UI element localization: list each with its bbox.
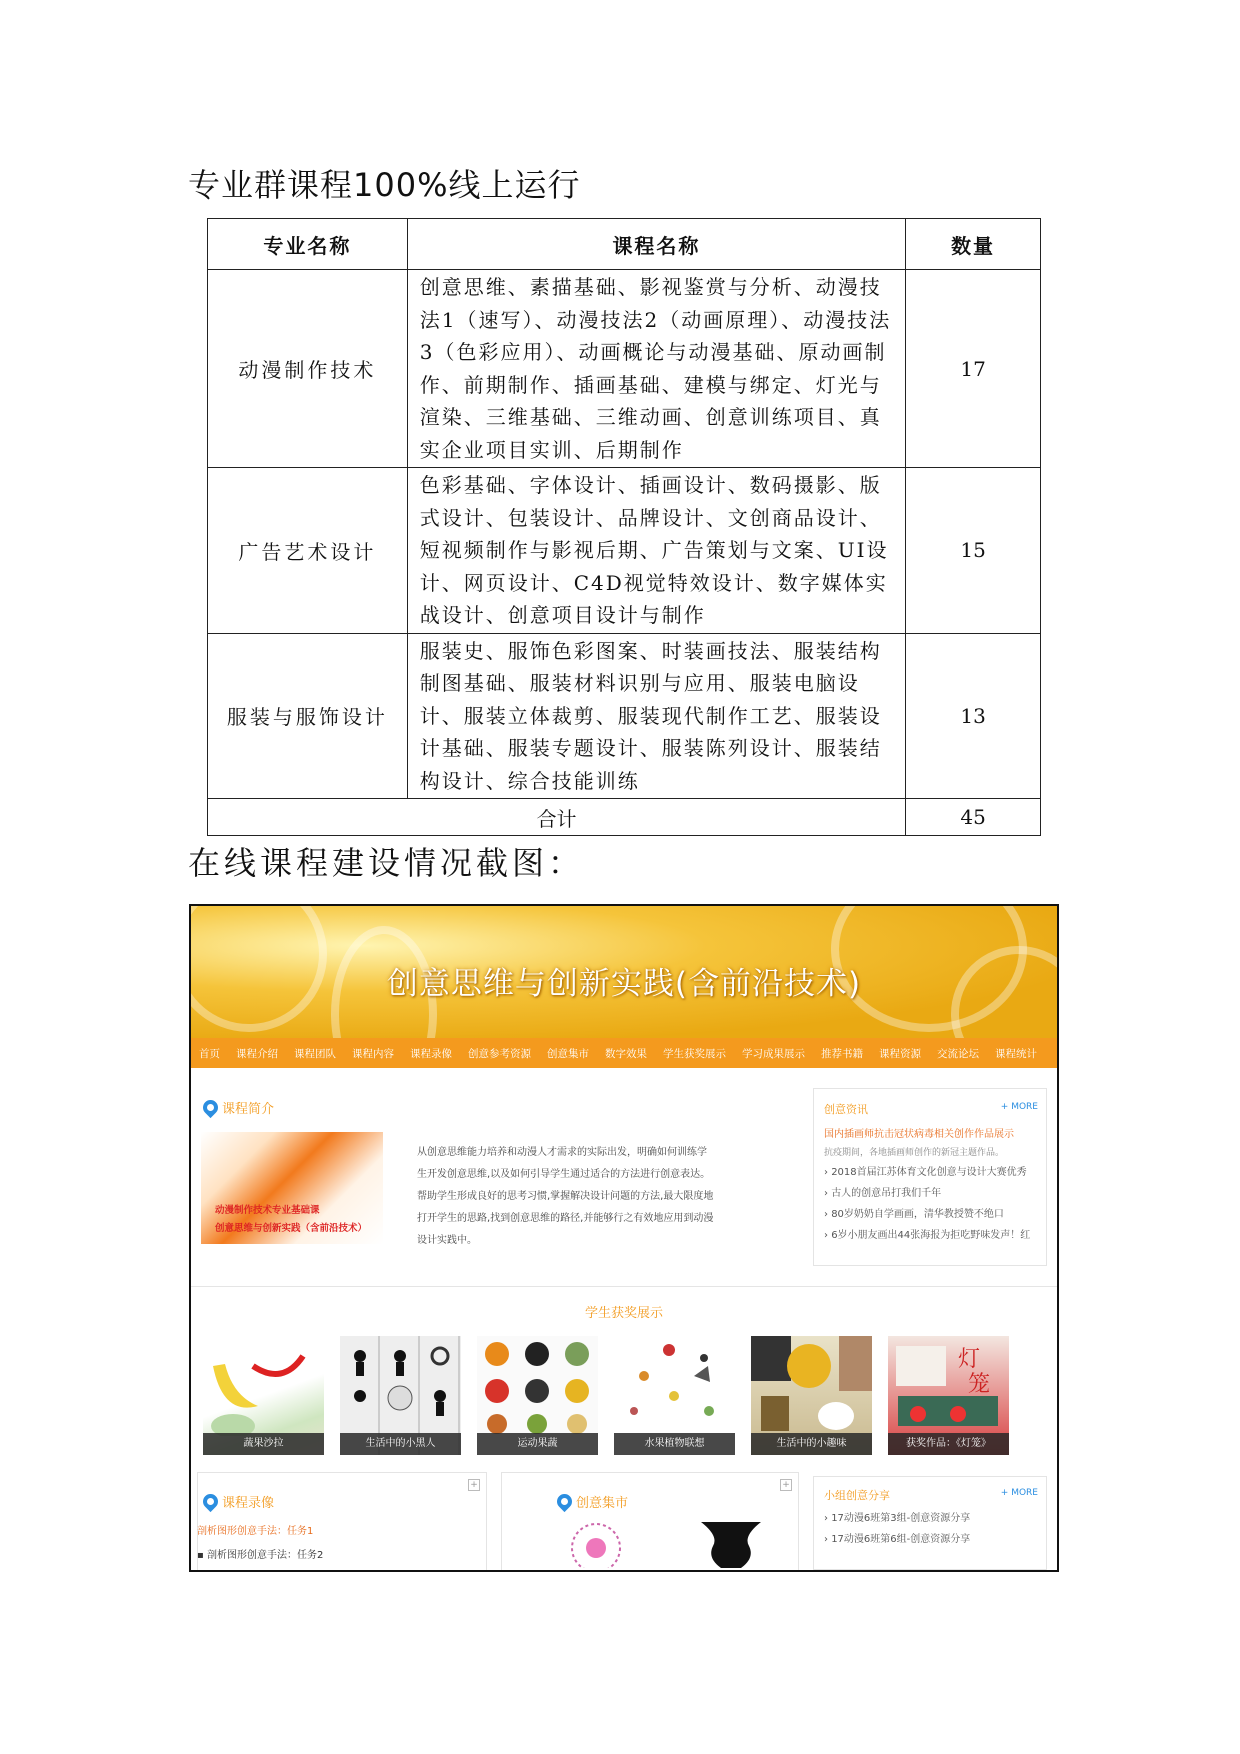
expand-icon[interactable]: + (468, 1479, 480, 1491)
table-row (208, 468, 1041, 634)
award-card[interactable] (203, 1336, 324, 1455)
header-courses: 课程名称 (407, 219, 905, 270)
intro-image-line2: 创意思维与创新实践（含前沿技术） (215, 1223, 368, 1234)
nav-item[interactable]: 推荐书籍 (821, 1047, 863, 1060)
major-name: 服装与服饰设计 (208, 633, 408, 799)
share-item[interactable]: › 17动漫6班第6组-创意资源分享 (824, 1534, 971, 1545)
location-pin-icon (554, 1491, 575, 1512)
share-item-text: 17动漫6班第3组-创意资源分享 (831, 1513, 971, 1524)
intro-heading (203, 1098, 274, 1117)
news-item[interactable]: › 古人的创意吊打我们千年 (824, 1188, 942, 1199)
screenshot-caption: 在线课程建设情况截图： (188, 844, 585, 882)
share-title: 小组创意分享 (824, 1489, 890, 1502)
share-panel (813, 1476, 1047, 1570)
nav-item[interactable]: 创意参考资源 (468, 1047, 531, 1060)
major-name: 广告艺术设计 (208, 468, 408, 634)
table-header-row (208, 219, 1041, 270)
course-list: 色彩基础、字体设计、插画设计、数码摄影、版式设计、包装设计、品牌设计、文创商品设计、短视频制作与影视后期、广告策划与文案、UI设计、网页设计、C4D视觉特效设计、数字媒体实战设计、创意项目设计与制作 (407, 468, 905, 634)
total-label: 合计 (208, 799, 906, 836)
news-item-text: 2018首届江苏体育文化创意与设计大赛优秀 (831, 1167, 1027, 1178)
daily-fun-illustration (751, 1336, 872, 1436)
nav-item[interactable]: 创意集市 (547, 1047, 589, 1060)
svg-text:笼: 笼 (968, 1371, 991, 1396)
award-caption: 生活中的小黑人 (340, 1433, 461, 1455)
banana-illustration (203, 1336, 324, 1436)
nav-item[interactable]: 课程介绍 (236, 1047, 278, 1060)
table-row (208, 633, 1041, 799)
total-count: 45 (906, 799, 1041, 836)
course-site-screenshot (189, 904, 1059, 1572)
location-pin-icon (200, 1097, 221, 1118)
fruit-plant-illustration (614, 1336, 735, 1436)
award-caption: 生活中的小趣味 (751, 1433, 872, 1455)
course-table (207, 218, 1041, 836)
award-caption: 获奖作品：《灯笼》 (888, 1433, 1009, 1455)
nav-item[interactable]: 首页 (199, 1047, 220, 1060)
header-major: 专业名称 (208, 219, 408, 270)
course-list: 创意思维、素描基础、影视鉴赏与分析、动漫技法1（速写）、动漫技法2（动画原理）、动漫技法3（色彩应用）、动画概论与动漫基础、原动画制作、前期制作、插画基础、建模与绑定、灯光与渲染、三维基础、三维动画、创意训练项目、真实企业项目实训、后期制作 (407, 270, 905, 468)
awards-gallery (203, 1336, 1009, 1455)
nav-item[interactable]: 学习成果展示 (742, 1047, 805, 1060)
nav-item[interactable]: 学生获奖展示 (663, 1047, 726, 1060)
video-heading (203, 1492, 274, 1511)
course-nav (191, 1038, 1057, 1068)
total-row (208, 799, 1041, 836)
video-item[interactable]: 剖析图形创意手法：任务1 (197, 1526, 314, 1537)
award-card[interactable] (614, 1336, 735, 1455)
intro-title: 课程简介 (222, 1102, 275, 1117)
award-caption: 水果植物联想 (614, 1433, 735, 1455)
video-item-text: 剖析图形创意手法：任务2 (206, 1550, 324, 1561)
news-item-text: 80岁奶奶自学画画，清华教授赞不绝口 (831, 1209, 1004, 1220)
award-card[interactable] (340, 1336, 461, 1455)
news-item-text: 6岁小朋友画出44张海报为拒吃野味发声！红 (831, 1230, 1031, 1241)
lantern-poster-illustration (888, 1336, 1009, 1436)
market-thumbnails (561, 1518, 781, 1568)
course-count: 13 (906, 633, 1041, 799)
video-item[interactable]: ▪ 剖析图形创意手法：任务2 (197, 1550, 324, 1561)
news-list (824, 1163, 1030, 1247)
news-panel (813, 1088, 1047, 1266)
svg-text:灯: 灯 (958, 1346, 981, 1371)
news-headline[interactable]: 国内插画师抗击冠状病毒相关创作作品展示 (824, 1129, 1014, 1140)
nav-item[interactable]: 课程团队 (294, 1047, 336, 1060)
news-item-text: 古人的创意吊打我们千年 (831, 1188, 942, 1199)
news-item[interactable]: › 80岁奶奶自学画画，清华教授赞不绝口 (824, 1209, 1004, 1220)
location-pin-icon (200, 1491, 221, 1512)
nav-item[interactable]: 数字效果 (605, 1047, 647, 1060)
course-count: 17 (906, 270, 1041, 468)
share-item[interactable]: › 17动漫6班第3组-创意资源分享 (824, 1513, 971, 1524)
intro-image (201, 1132, 383, 1244)
course-banner (191, 906, 1057, 1038)
page-heading: 专业群课程100%线上运行 (188, 166, 581, 204)
award-card[interactable] (888, 1336, 1009, 1455)
award-card[interactable] (751, 1336, 872, 1455)
nav-item[interactable]: 课程录像 (410, 1047, 452, 1060)
expand-icon[interactable]: + (780, 1479, 792, 1491)
share-list (824, 1509, 970, 1551)
nav-item[interactable]: 课程资源 (879, 1047, 921, 1060)
news-title: 创意资讯 (824, 1103, 868, 1116)
share-item-text: 17动漫6班第6组-创意资源分享 (831, 1534, 971, 1545)
intro-image-line1: 动漫制作技术专业基础课 (215, 1205, 320, 1216)
news-summary: 抗疫期间，各地插画师创作的新冠主题作品。 (824, 1148, 1005, 1158)
banner-title: 创意思维与创新实践(含前沿技术) (386, 966, 862, 1002)
news-item[interactable]: › 2018首届江苏体育文化创意与设计大赛优秀 (824, 1167, 1027, 1178)
intro-text: 从创意思维能力培养和动漫人才需求的实际出发，明确如何训练学生开发创意思维,以及如何引导学生通过适合的方法进行创意表达。帮助学生形成良好的思考习惯,掌握解决设计问题的方法,最大限度地打开学生的思路,找到创意思维的路径,并能够行之有效地应用到动漫设计实践中。 (417, 1147, 714, 1246)
market-title: 创意集市 (576, 1496, 629, 1511)
share-more-link[interactable]: + MORE (1000, 1488, 1038, 1498)
course-list: 服装史、服饰色彩图案、时装画技法、服装结构制图基础、服装材料识别与应用、服装电脑设计、服装立体裁剪、服装现代制作工艺、服装设计基础、服装专题设计、服装陈列设计、服装结构设计、综合技能训练 (407, 633, 905, 799)
nav-item[interactable]: 课程内容 (352, 1047, 394, 1060)
nav-item[interactable]: 交流论坛 (937, 1047, 979, 1060)
award-caption: 蔬果沙拉 (203, 1433, 324, 1455)
header-count: 数量 (906, 219, 1041, 270)
news-item[interactable]: › 6岁小朋友画出44张海报为拒吃野味发声！红 (824, 1230, 1031, 1241)
awards-title: 学生获奖展示 (584, 1306, 663, 1321)
video-title: 课程录像 (222, 1496, 275, 1511)
market-heading (557, 1492, 628, 1511)
major-name: 动漫制作技术 (208, 270, 408, 468)
silhouette-grid-illustration (340, 1336, 461, 1436)
course-count: 15 (906, 468, 1041, 634)
news-more-link[interactable]: + MORE (1000, 1102, 1038, 1112)
sports-fruit-illustration (477, 1336, 598, 1436)
table-row (208, 270, 1041, 468)
section-divider (191, 1286, 1057, 1287)
award-caption: 运动果蔬 (477, 1433, 598, 1455)
nav-item[interactable]: 课程统计 (995, 1047, 1037, 1060)
award-card[interactable] (477, 1336, 598, 1455)
